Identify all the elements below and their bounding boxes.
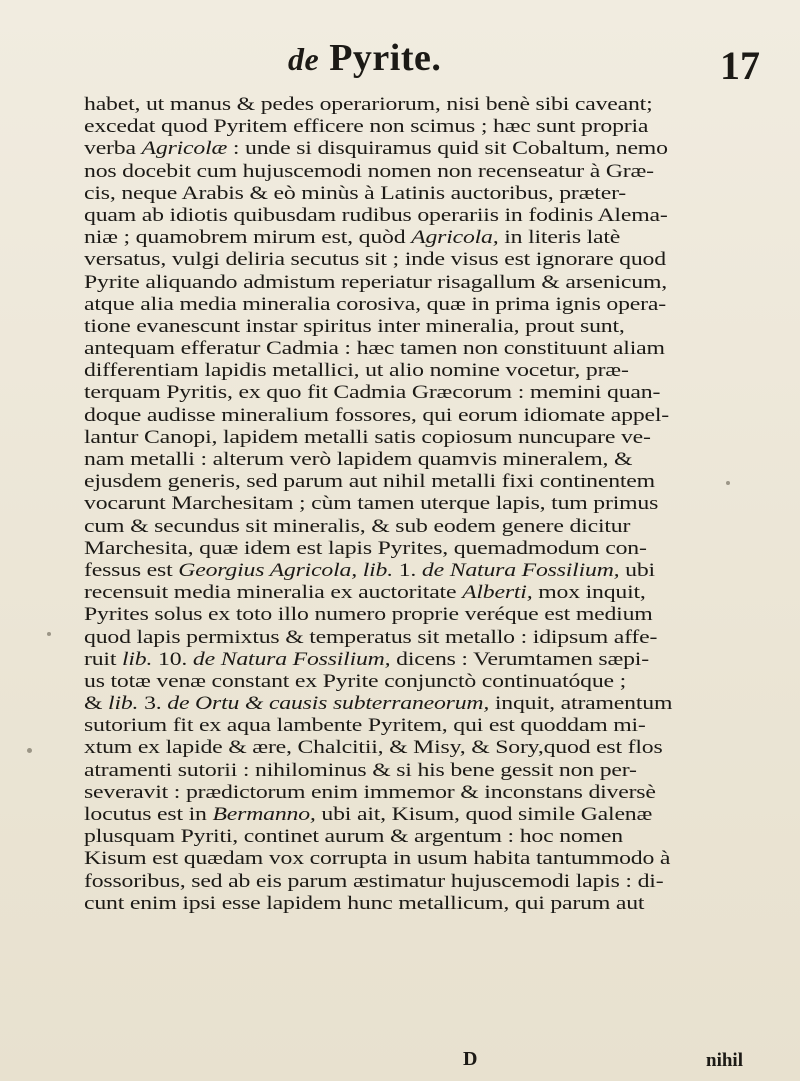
text-line: [84, 649, 800, 671]
text-run: recensuit media mineralia ex auctoritate: [84, 582, 463, 604]
text-run: cunt enim ipsi esse lapidem hunc metallicum, qui parum aut: [84, 892, 645, 914]
page-footer: [0, 1048, 800, 1074]
text-run: terquam Pyritis, ex quo fit Cadmia Græcorum : memini quan-: [84, 382, 661, 404]
text-line: [84, 294, 800, 316]
text-line: [84, 871, 800, 893]
text-run: 10.: [152, 648, 193, 670]
page-number: 17: [720, 43, 760, 88]
text-line: [84, 382, 800, 404]
text-line: [84, 848, 800, 870]
text-run: versatus, vulgi deliria secutus sit ; inde visus est ignorare quod: [84, 249, 666, 271]
italic-text: de Natura Fossilium,: [421, 559, 620, 581]
text-run: 1.: [392, 559, 422, 581]
italic-text: lib.: [108, 693, 139, 715]
text-run: antequam efferatur Cadmia : hæc tamen non constituunt aliam: [84, 338, 665, 360]
text-line: [84, 138, 800, 160]
text-run: dicens : Verumtamen sæpi-: [390, 648, 649, 670]
text-run: cum & secundus sit mineralis, & sub eodem genere dicitur: [84, 515, 631, 537]
text-run: tione evanescunt instar spiritus inter mineralia, prout sunt,: [84, 315, 625, 337]
text-line: [84, 804, 800, 826]
text-line: [84, 715, 800, 737]
italic-text: de Natura Fossilium,: [192, 648, 391, 670]
text-run: ruit: [84, 648, 122, 670]
text-run: atque alia media mineralia corosiva, quæ in prima ignis opera-: [84, 293, 666, 315]
text-run: atramenti sutorii : nihilominus & si his bene gessit non per-: [84, 759, 637, 781]
text-line: [84, 227, 800, 249]
text-line: [84, 427, 800, 449]
text-run: severavit : prædictorum enim immemor & inconstans diversè: [84, 781, 656, 803]
text-run: doque audisse mineralium fossores, qui eorum idiomate appel-: [84, 404, 669, 426]
catchword: nihil: [706, 1050, 743, 1071]
text-line: [84, 538, 800, 560]
text-run: nam metalli : alterum verò lapidem quamvis mineralem, &: [84, 449, 633, 470]
text-line: [84, 493, 800, 515]
text-line: [84, 205, 800, 227]
running-title: [288, 36, 441, 80]
text-run: ubi: [619, 559, 655, 581]
ink-spot: [27, 748, 32, 753]
text-line: [84, 449, 800, 471]
text-run: 3.: [138, 693, 168, 715]
italic-text: Alberti,: [462, 582, 533, 604]
text-run: Marchesita, quæ idem est lapis Pyrites, quemadmodum con-: [84, 537, 647, 559]
text-line: [84, 782, 800, 804]
text-run: differentiam lapidis metallici, ut alio nomine vocetur, præ-: [84, 360, 629, 382]
running-title-main: Pyrite.: [329, 37, 442, 79]
text-line: [84, 826, 800, 848]
text-line: [84, 360, 800, 382]
text-run: Pyrite aliquando admistum reperiatur risagallum & arsenicum,: [84, 271, 668, 293]
text-run: plusquam Pyriti, continet aurum & argentum : hoc nomen: [84, 826, 623, 848]
text-line: [84, 737, 800, 759]
text-line: [84, 272, 800, 294]
text-run: vocarunt Marchesitam ; cùm tamen uterque lapis, tum primus: [84, 493, 659, 515]
text-line: [84, 183, 800, 205]
running-title-prefix: de: [288, 41, 320, 77]
text-run: niæ ; quamobrem mirum est, quòd: [84, 227, 412, 249]
text-run: fessus est: [84, 559, 179, 581]
text-line: [84, 405, 800, 427]
text-run: quam ab idiotis quibusdam rudibus operariis in fodinis Alema-: [84, 204, 668, 226]
text-line: [84, 893, 800, 915]
text-run: locutus est in: [84, 804, 213, 825]
text-run: &: [84, 693, 109, 715]
text-line: [84, 94, 800, 116]
italic-text: Agricola,: [411, 227, 499, 249]
text-run: lantur Canopi, lapidem metalli satis copiosum nuncupare ve-: [84, 426, 651, 448]
text-line: [84, 627, 800, 649]
text-run: ubi ait, Kisum, quod simile Galenæ: [315, 804, 653, 825]
italic-text: lib.: [121, 648, 153, 670]
body-text: [84, 94, 784, 915]
text-run: sutorium fit ex aqua lambente Pyritem, qui est quoddam mi-: [84, 715, 646, 737]
italic-text: Agricolæ: [141, 138, 228, 160]
text-line: [84, 604, 800, 626]
text-line: [84, 760, 800, 782]
italic-text: Georgius Agricola, lib.: [178, 559, 393, 581]
text-run: fossoribus, sed ab eis parum æstimatur hujuscemodi lapis : di-: [84, 870, 664, 892]
text-run: habet, ut manus & pedes operariorum, nisi benè sibi caveant;: [84, 94, 653, 115]
text-run: us totæ venæ constant ex Pyrite conjunctò continuatóque ;: [84, 670, 627, 692]
signature-mark: D: [463, 1048, 478, 1070]
text-run: mox inquit,: [532, 582, 646, 604]
text-line: [84, 693, 800, 715]
text-line: [84, 316, 800, 338]
text-run: nos docebit cum hujuscemodi nomen non recenseatur à Græ-: [84, 160, 654, 182]
text-run: : unde si disquiramus quid sit Cobaltum, nemo: [227, 138, 668, 160]
text-run: ejusdem generis, sed parum aut nihil metalli fixi continentem: [84, 471, 655, 493]
text-run: verba: [84, 138, 142, 160]
text-line: [84, 116, 800, 138]
text-line: [84, 161, 800, 183]
italic-text: de Ortu & causis subterraneorum,: [167, 693, 490, 715]
text-line: [84, 338, 800, 360]
text-line: [84, 582, 800, 604]
text-run: inquit, atramentum: [489, 693, 673, 715]
text-line: [84, 471, 800, 493]
text-run: cis, neque Arabis & eò minùs à Latinis auctoribus, præter-: [84, 182, 627, 204]
text-line: [84, 560, 800, 582]
text-line: [84, 516, 800, 538]
text-run: quod lapis permixtus & temperatus sit metallo : idipsum affe-: [84, 626, 658, 648]
text-run: Pyrites solus ex toto illo numero proprie veréque est medium: [84, 604, 653, 626]
running-head: [0, 36, 800, 86]
text-run: Kisum est quædam vox corrupta in usum habita tantummodo à: [84, 848, 671, 870]
text-line: [84, 249, 800, 271]
text-line: [84, 671, 800, 693]
text-run: excedat quod Pyritem efficere non scimus ; hæc sunt propria: [84, 116, 649, 138]
italic-text: Bermanno,: [212, 804, 316, 825]
text-run: in literis latè: [498, 227, 621, 249]
ink-spot: [726, 481, 730, 485]
text-run: xtum ex lapide & ære, Chalcitii, & Misy, & Sory,quod est flos: [84, 737, 663, 759]
ink-spot: [47, 632, 51, 636]
